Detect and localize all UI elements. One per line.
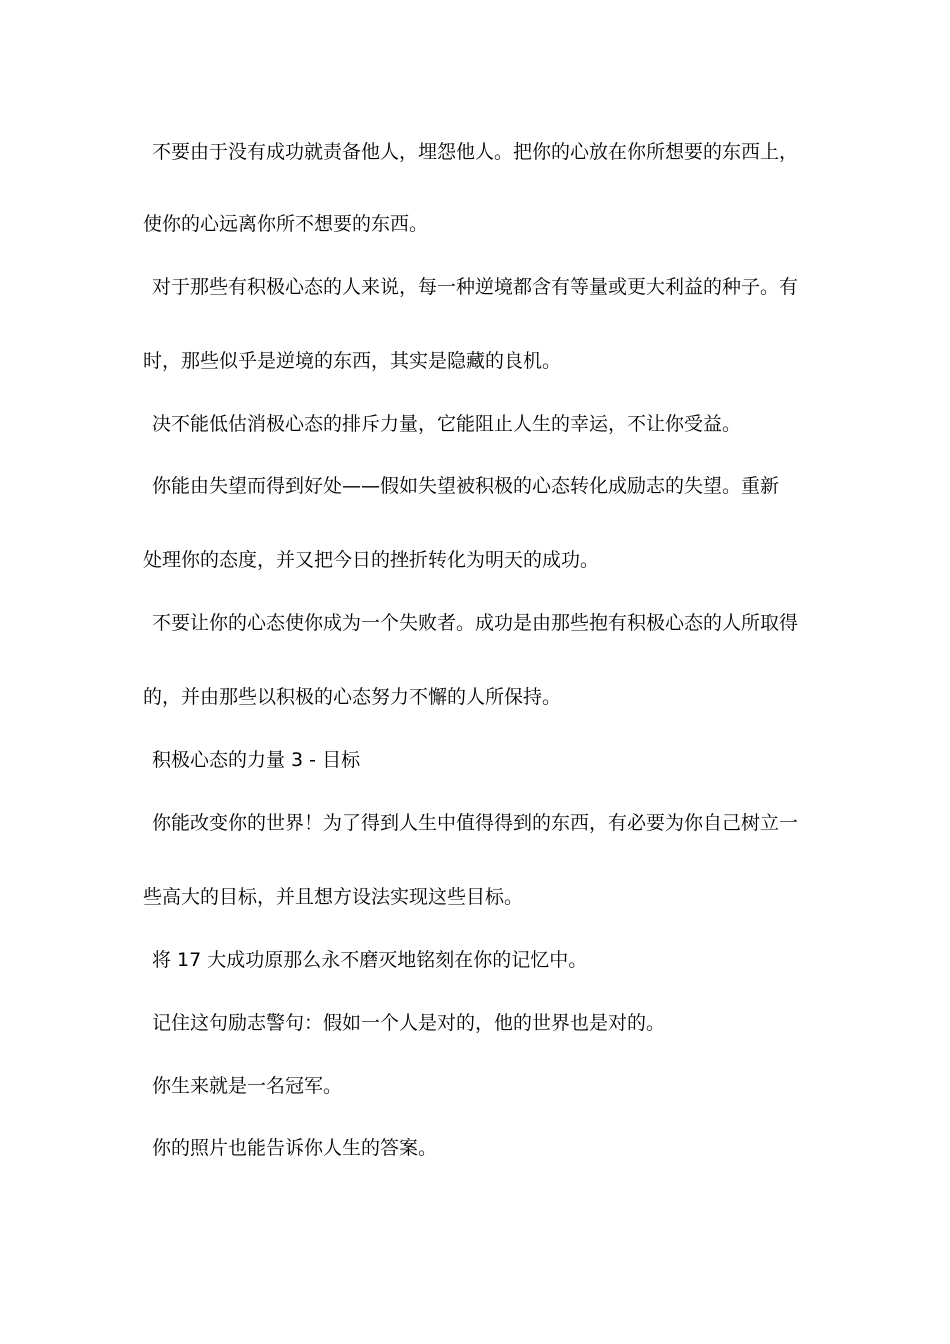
paragraph-1-line-2: 使你的心远离你所不想要的东西。: [143, 213, 429, 235]
paragraph-4-line-2: 处理你的态度，并又把今日的挫折转化为明天的成功。: [143, 549, 600, 571]
paragraph-4-line-1: 你能由失望而得到好处——假如失望被积极的心态转化成励志的失望。重新: [152, 475, 780, 497]
paragraph-9: 你生来就是一名冠军。: [152, 1075, 343, 1097]
paragraph-7: 将 17 大成功原那么永不磨灭地铭刻在你的记忆中。: [152, 949, 588, 971]
paragraph-2-line-1: 对于那些有积极心态的人来说，每一种逆境都含有等量或更大利益的种子。有: [152, 276, 799, 298]
paragraph-5-line-1: 不要让你的心态使你成为一个失败者。成功是由那些抱有积极心态的人所取得: [152, 612, 799, 634]
paragraph-5-line-2: 的，并由那些以积极的心态努力不懈的人所保持。: [143, 686, 562, 708]
paragraph-8: 记住这句励志警句：假如一个人是对的，他的世界也是对的。: [152, 1012, 666, 1034]
section-heading: 积极心态的力量 3 - 目标: [152, 749, 361, 771]
paragraph-1-line-1: 不要由于没有成功就责备他人，埋怨他人。把你的心放在你所想要的东西上，: [152, 141, 799, 163]
paragraph-3: 决不能低估消极心态的排斥力量，它能阻止人生的幸运，不让你受益。: [152, 413, 742, 435]
paragraph-6-line-2: 些高大的目标，并且想方设法实现这些目标。: [143, 886, 524, 908]
paragraph-10: 你的照片也能告诉你人生的答案。: [152, 1137, 438, 1159]
paragraph-6-line-1: 你能改变你的世界！为了得到人生中值得得到的东西，有必要为你自己树立一: [152, 812, 799, 834]
paragraph-2-line-2: 时，那些似乎是逆境的东西，其实是隐藏的良机。: [143, 350, 562, 372]
